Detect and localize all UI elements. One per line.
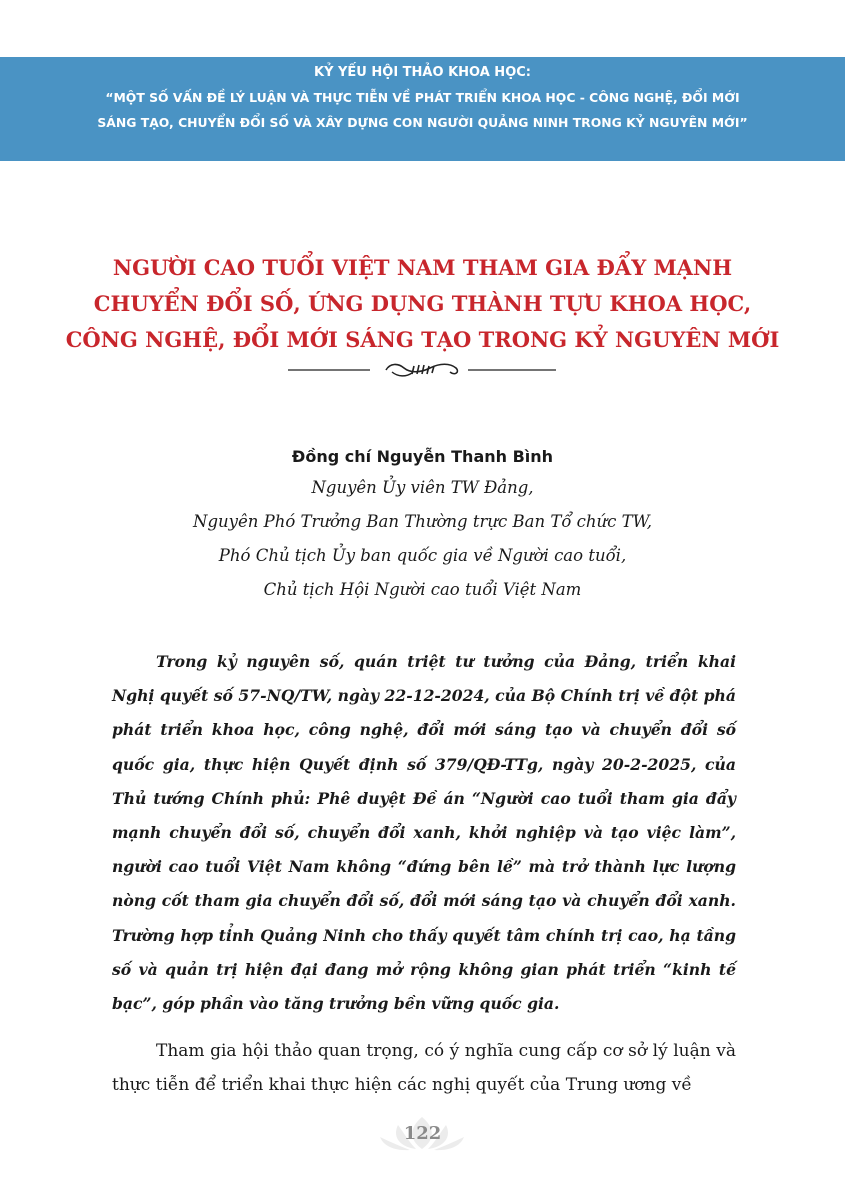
header-line-1: KỶ YẾU HỘI THẢO KHOA HỌC: [314, 65, 531, 80]
author-block [0, 443, 845, 607]
header-line-3: SÁNG TẠO, CHUYỂN ĐỔI SỐ VÀ XÂY DỰNG CON NGƯỜI QUẢNG NINH TRONG KỶ NGUYÊN MỚI” [97, 115, 748, 130]
body-paragraph: Tham gia hội thảo quan trọng, có ý nghĩa cung cấp cơ sở lý luận và thực tiễn để triển khai thực hiện các nghị quyết của Trung ương về [112, 1041, 736, 1095]
proceedings-header [0, 57, 845, 161]
page-number: 122 [403, 1123, 442, 1144]
page-footer [0, 1115, 845, 1155]
author-role-2: Nguyên Phó Trưởng Ban Thường trực Ban Tổ chức TW, [193, 512, 652, 531]
author-name: Đồng chí Nguyễn Thanh Bình [291, 447, 554, 466]
title-line-3: CÔNG NGHỆ, ĐỔI MỚI SÁNG TẠO TRONG KỶ NGUYÊN MỚI [65, 327, 780, 352]
author-role-1: Nguyên Ủy viên TW Đảng, [311, 478, 534, 497]
author-role-3: Phó Chủ tịch Ủy ban quốc gia về Người cao tuổi, [218, 546, 627, 565]
article-title [0, 250, 845, 358]
title-line-1: NGƯỜI CAO TUỔI VIỆT NAM THAM GIA ĐẨY MẠNH [112, 255, 733, 280]
author-role-4: Chủ tịch Hội Người cao tuổi Việt Nam [263, 580, 582, 599]
header-line-2: “MỘT SỐ VẤN ĐỀ LÝ LUẬN VÀ THỰC TIỄN VỀ PHÁT TRIỂN KHOA HỌC - CÔNG NGHỆ, ĐỔI MỚI [105, 90, 740, 105]
ornament-divider [0, 360, 845, 380]
abstract-paragraph: Trong kỷ nguyên số, quán triệt tư tưởng của Đảng, triển khai Nghị quyết số 57-NQ/TW, ngày 22-12-2024, của Bộ Chính trị về đột phá phát triển khoa học, công nghệ, đổi mới sáng tạo và chuyển đổi số quốc gia, thực hiện Quyết định số 379/QĐ-TTg, ngày 20-2-2025, của Thủ tướng Chính phủ: Phê duyệt Đề án “Người cao tuổi tham gia đẩy mạnh chuyển đổi số, chuyển đổi xanh, khởi nghiệp và tạo việc làm”, người cao tuổi Việt Nam không “đứng bên lề” mà trở thành lực lượng nòng cốt tham gia chuyển đổi số, đổi mới sáng tạo và chuyển đổi xanh. Trường hợp tỉnh Quảng Ninh cho thấy quyết tâm chính trị cao, hạ tầng số và quản trị hiện đại đang mở rộng không gian phát triển “kinh tế bạc”, góp phần vào tăng trưởng bền vững quốc gia. [112, 652, 736, 1014]
title-line-2: CHUYỂN ĐỔI SỐ, ỨNG DỤNG THÀNH TỰU KHOA HỌC, [93, 291, 752, 316]
